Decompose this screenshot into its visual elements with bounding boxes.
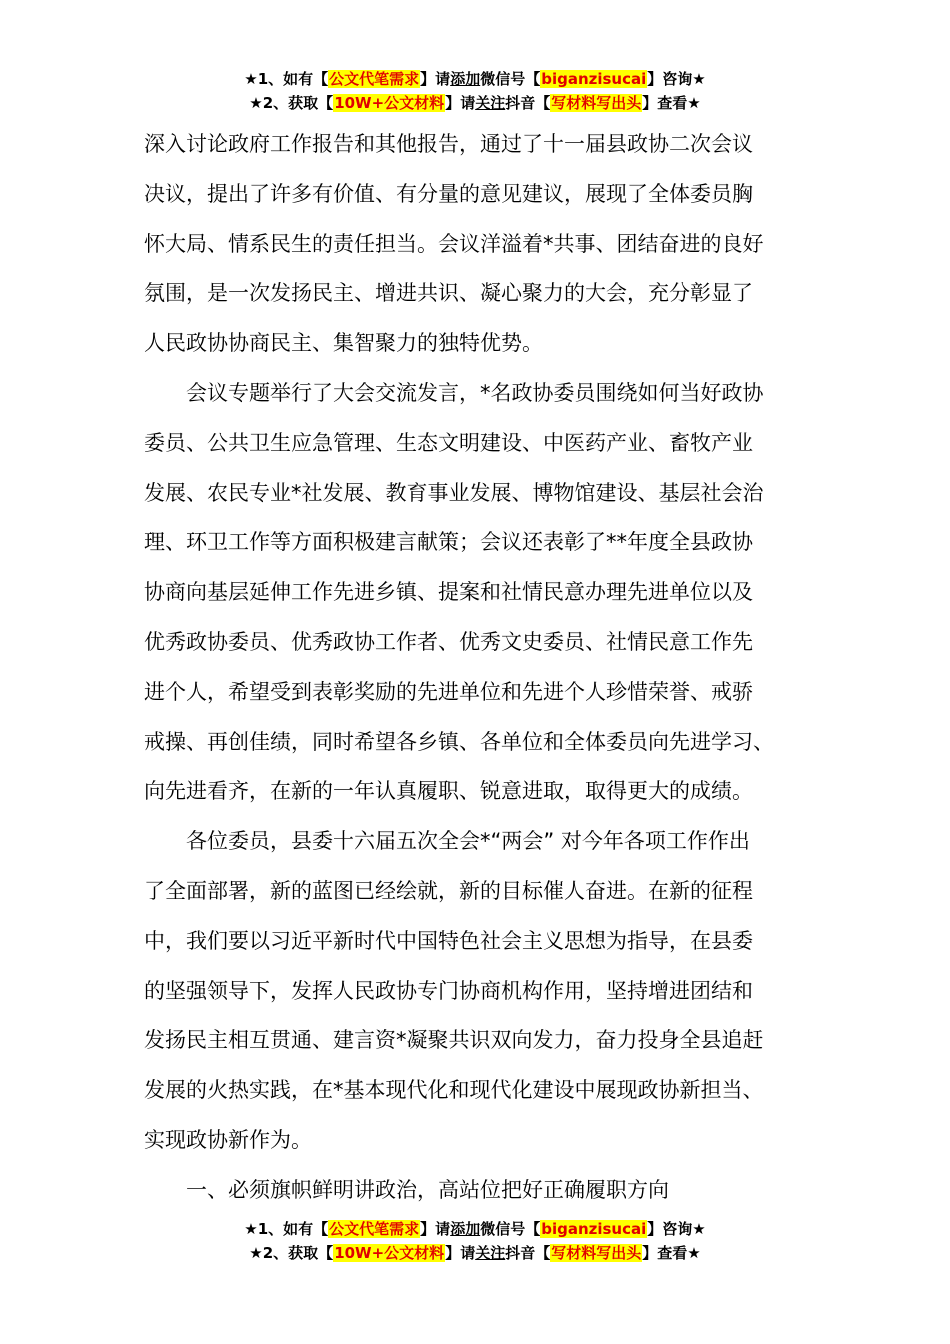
text-line: 氛围，是一次发扬民主、增进共识、凝心聚力的大会，充分彰显了 <box>144 281 753 306</box>
text-line: 中，我们要以习近平新时代中国特色社会主义思想为指导，在县委 <box>144 928 753 953</box>
banner-line-1: ★1、如有【公文代笔需求】请添加微信号【biganzisucai】咨询★ <box>244 1220 706 1238</box>
text-line: 进个人，希望受到表彰奖励的先进单位和先进个人珍惜荣誉、戒骄 <box>144 679 753 704</box>
text-line: 人民政协协商民主、集智聚力的独特优势。 <box>144 331 543 356</box>
text-line: 戒操、再创佳绩，同时希望各乡镇、各单位和全体委员向先进学习、 <box>144 729 774 754</box>
banner-line-2: ★2、获取【10W+公文材料】请关注抖音【写材料写出头】查看★ <box>249 94 701 112</box>
highlight-materials: 10W+公文材料 <box>334 94 445 112</box>
text-line: 怀大局、情系民生的责任担当。会议洋溢着*共事、团结奋进的良好 <box>144 231 764 256</box>
text-line: 理、环卫工作等方面积极建言献策；会议还表彰了**年度全县政协 <box>144 530 753 555</box>
text-line: 各位委员，县委十六届五次全会*“两会” 对今年各项工作作出 <box>144 829 750 854</box>
banner-line-2: ★2、获取【10W+公文材料】请关注抖音【写材料写出头】查看★ <box>249 1244 701 1262</box>
text-line: 深入讨论政府工作报告和其他报告，通过了十一届县政协二次会议 <box>144 132 753 156</box>
text-line: 会议专题举行了大会交流发言，*名政协委员围绕如何当好政协 <box>144 380 764 405</box>
highlight-ghostwriting: 公文代笔需求 <box>329 1220 420 1238</box>
text-line: 委员、公共卫生应急管理、生态文明建设、中医药产业、畜牧产业 <box>144 430 753 455</box>
bottom-banner <box>0 1217 950 1265</box>
text-line: 发展的火热实践，在*基本现代化和现代化建设中展现政协新担当、 <box>144 1078 764 1103</box>
highlight-ghostwriting: 公文代笔需求 <box>329 70 420 88</box>
highlight-douyin-account: 写材料写出头 <box>551 94 642 112</box>
section-heading: 一、必须旗帜鲜明讲政治，高站位把好正确履职方向 <box>144 1177 669 1202</box>
document-body <box>144 120 816 1216</box>
highlight-douyin-account: 写材料写出头 <box>551 1244 642 1262</box>
banner-line-1: ★1、如有【公文代笔需求】请添加微信号【biganzisucai】咨询★ <box>244 70 706 88</box>
highlight-wechat-id: biganzisucai <box>541 70 647 88</box>
text-line: 向先进看齐，在新的一年认真履职、锐意进取，取得更大的成绩。 <box>144 779 753 804</box>
text-line: 优秀政协委员、优秀政协工作者、优秀文史委员、社情民意工作先 <box>144 629 753 654</box>
highlight-materials: 10W+公文材料 <box>334 1244 445 1262</box>
text-line: 发扬民主相互贯通、建言资*凝聚共识双向发力，奋力投身全县追赶 <box>144 1028 764 1053</box>
text-line: 决议，提出了许多有价值、有分量的意见建议，展现了全体委员胸 <box>144 181 753 206</box>
text-line: 了全面部署，新的蓝图已经绘就，新的目标催人奋进。在新的征程 <box>144 878 753 903</box>
text-line: 发展、农民专业*社发展、教育事业发展、博物馆建设、基层社会治 <box>144 480 764 505</box>
text-line: 的坚强领导下，发挥人民政协专门协商机构作用，坚持增进团结和 <box>144 978 753 1003</box>
highlight-wechat-id: biganzisucai <box>541 1220 647 1238</box>
text-line: 协商向基层延伸工作先进乡镇、提案和社情民意办理先进单位以及 <box>144 580 753 605</box>
top-banner <box>0 67 950 115</box>
text-line: 实现政协新作为。 <box>144 1127 312 1152</box>
